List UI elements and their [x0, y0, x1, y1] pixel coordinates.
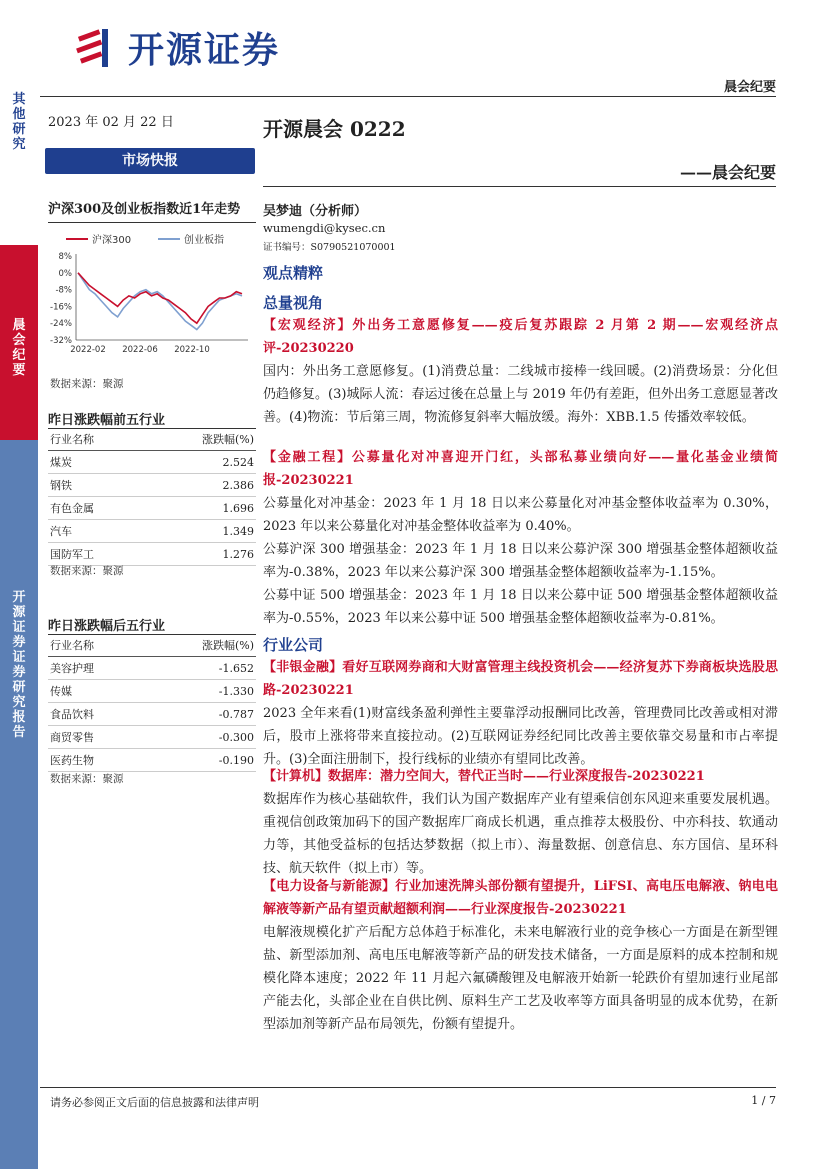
top5-industry: 有色金属 — [48, 497, 144, 520]
top5-title: 昨日涨跌幅前五行业 — [48, 413, 166, 428]
strip-bot-char: 证 — [12, 620, 26, 635]
strip-mid-char: 会 — [12, 333, 26, 348]
top5-change: 1.276 — [144, 543, 256, 566]
y-tick-label: -32% — [50, 336, 72, 346]
item-energy-body: 电解液规模化扩产后配方总体趋于标准化，未来电解液行业的竞争核心一方面是在新型锂盐、新型添加剂、高电压电解液等新产品的研发技术储备，一方面是原料的成本控制和规模化降本速度；2022 年 11 月起六氟磷酸锂及电解液开始新一轮跌价有望加速行业尾部产能去化，头部企业在自供比例、原料生产工艺及收率等方面具备明显的成本优势，在新型添加剂等新产品布局领先，份额有望提升。 — [263, 925, 778, 1032]
y-tick-label: -16% — [50, 302, 72, 313]
top5-industry: 钢铁 — [48, 474, 144, 497]
top5-change: 1.696 — [144, 497, 256, 520]
y-tick-label: 0% — [58, 268, 72, 279]
bottom5-industry: 医药生物 — [48, 749, 144, 772]
strip-bot-label — [0, 590, 38, 740]
item-computer-body: 数据库作为核心基础软件，我们认为国产数据库产业有望乘信创东风迎来重要发展机遇。重视信创政策加码下的国产数据库厂商成长机遇，重点推荐太极股份、中亦科技、软通动力等，其他受益标的包括达梦数据（拟上市）、海量数据、创意信息、东方国信、星环科技、航天软件（拟上市）等。 — [263, 792, 778, 876]
bottom5-table — [48, 634, 256, 772]
bottom5-col-change: 涨跌幅(%) — [144, 634, 256, 657]
bottom5-change: -1.652 — [144, 657, 256, 680]
bottom5-row — [48, 703, 256, 726]
top5-change: 2.386 — [144, 474, 256, 497]
bottom5-title: 昨日涨跌幅后五行业 — [48, 619, 166, 634]
bottom5-row — [48, 657, 256, 680]
chart-source: 数据来源：聚源 — [50, 378, 124, 390]
strip-bot — [0, 440, 38, 1169]
strip-top-char: 究 — [12, 137, 26, 152]
header-section-label: 晨会纪要 — [723, 80, 776, 95]
section-industry: 行业公司 — [263, 636, 324, 654]
bottom5-col-name: 行业名称 — [48, 634, 144, 657]
strip-bot-char: 源 — [12, 605, 26, 620]
item-finance-head: 【非银金融】看好互联网券商和大财富管理主线投资机会——经济复苏下券商板块选股思路-20230221 — [263, 660, 778, 698]
market-brief-button[interactable]: 市场快报 — [45, 148, 255, 174]
top5-row — [48, 520, 256, 543]
section-highlights: 观点精粹 — [263, 264, 324, 282]
top5-table — [48, 428, 256, 566]
strip-mid-char: 纪 — [12, 348, 26, 363]
bottom5-change: -0.787 — [144, 703, 256, 726]
chart-title-rule — [48, 222, 256, 223]
strip-bot-char: 告 — [12, 725, 26, 740]
x-tick-label: 2022-10 — [174, 345, 210, 355]
strip-top-label — [0, 92, 38, 152]
top5-row — [48, 451, 256, 474]
x-tick-label: 2022-02 — [70, 345, 106, 355]
item-quant-body-1: 公募量化对冲基金：2023 年 1 月 18 日以来公募量化对冲基金整体收益率为 0.30%，2023 年以来公募量化对冲基金整体收益率为 0.40%。 — [263, 496, 778, 534]
x-tick-label: 2022-06 — [122, 345, 158, 355]
bottom5-row — [48, 749, 256, 772]
bottom5-change: -0.300 — [144, 726, 256, 749]
bottom5-industry: 商贸零售 — [48, 726, 144, 749]
y-tick-label: -24% — [50, 319, 72, 330]
strip-top-char: 其 — [12, 92, 26, 107]
strip-bot-char: 报 — [12, 710, 26, 725]
strip-bot-char: 研 — [12, 680, 26, 695]
page-number: 1 / 7 — [751, 1094, 776, 1107]
doc-title: 开源晨会 0222 — [263, 117, 406, 141]
top5-row — [48, 497, 256, 520]
analyst-name: 吴梦迪（分析师） — [263, 204, 368, 219]
bottom5-change: -1.330 — [144, 680, 256, 703]
top5-industry: 汽车 — [48, 520, 144, 543]
strip-bot-char: 证 — [12, 650, 26, 665]
top5-source: 数据来源：聚源 — [50, 565, 124, 577]
series-line — [78, 273, 242, 323]
top5-row — [48, 474, 256, 497]
series-line — [78, 273, 242, 330]
bottom5-row — [48, 680, 256, 703]
chart-title: 沪深300及创业板指数近1年走势 — [48, 202, 241, 217]
bottom5-change: -0.190 — [144, 749, 256, 772]
y-tick-label: -8% — [55, 285, 72, 296]
top5-change: 1.349 — [144, 520, 256, 543]
top5-change: 2.524 — [144, 451, 256, 474]
bottom5-row — [48, 726, 256, 749]
header-divider — [40, 96, 776, 97]
bottom5-source: 数据来源：聚源 — [50, 773, 124, 785]
section-macro-view: 总量视角 — [263, 294, 324, 312]
top5-col-name: 行业名称 — [48, 428, 144, 451]
footer-divider — [40, 1087, 776, 1088]
footer-disclaimer[interactable]: 请务必参阅正文后面的信息披露和法律声明 — [50, 1096, 259, 1109]
item-quant-body-2: 公募沪深 300 增强基金：2023 年 1 月 18 日以来公募沪深 300 增强基金整体超额收益率为-0.38%，2023 年以来公募沪深 300 增强基金整体超额收益率为-1.15%。 — [263, 542, 778, 580]
brand-logo — [76, 22, 280, 72]
doc-subtitle: ——晨会纪要 — [679, 163, 776, 182]
analyst-cert: 证书编号：S0790521070001 — [263, 242, 396, 253]
strip-bot-char: 究 — [12, 695, 26, 710]
strip-bot-char: 开 — [12, 590, 26, 605]
top5-col-change: 涨跌幅(%) — [144, 428, 256, 451]
title-rule — [263, 186, 776, 187]
brand-name: 开源证券 — [128, 29, 281, 71]
index-chart — [48, 228, 256, 366]
strip-mid-char: 晨 — [12, 318, 26, 333]
strip-bot-char: 券 — [12, 665, 26, 680]
strip-top-char: 研 — [12, 122, 26, 137]
brand-logo-icon — [76, 25, 120, 69]
bottom5-industry: 传媒 — [48, 680, 144, 703]
strip-mid-label — [0, 318, 38, 378]
strip-bot-char: 券 — [12, 635, 26, 650]
item-energy-head: 【电力设备与新能源】行业加速洗牌头部份额有望提升，LiFSI、高电压电解液、钠电电解液等新产品有望贡献超额利润——行业深度报告-20230221 — [263, 879, 778, 917]
bottom5-industry: 食品饮料 — [48, 703, 144, 726]
top5-industry: 国防军工 — [48, 543, 144, 566]
strip-mid-char: 要 — [12, 363, 26, 378]
top5-industry: 煤炭 — [48, 451, 144, 474]
item-computer-head: 【计算机】数据库：潜力空间大，替代正当时——行业深度报告-20230221 — [263, 769, 705, 784]
item-macro-body: 国内：外出务工意愿修复。(1)消费总量：二线城市接棒一线回暖。(2)消费场景：分化但仍趋修复。(3)城际人流：春运过後在总量上与 2019 年仍有差距，但外出务工意愿显著改善。(4)物流：节后第三周，物流修复斜率大幅放缓。海外：XBB.1.5 传播效率较低。 — [263, 364, 778, 425]
item-macro-head: 【宏观经济】外出务工意愿修复——疫后复苏跟踪 2 月第 2 期——宏观经济点评-20230220 — [263, 318, 778, 356]
item-quant-head: 【金融工程】公募量化对冲喜迎开门红，头部私募业绩向好——量化基金业绩简报-20230221 — [263, 450, 778, 488]
y-tick-label: 8% — [58, 252, 72, 262]
item-quant-body-3: 公募中证 500 增强基金：2023 年 1 月 18 日以来公募中证 500 增强基金整体超额收益率为-0.55%，2023 年以来公募中证 500 增强基金整体超额收益率为-0.81%。 — [263, 588, 778, 626]
strip-top-char: 他 — [12, 107, 26, 122]
legend-label: 沪深300 — [92, 235, 132, 246]
item-finance-body: 2023 全年来看(1)财富线条盈利弹性主要靠浮动报酬同比改善，管理费同比改善或相对滞后，股市上涨将带来直接拉动。(2)互联网证券经纪同比改善主要依靠交易量和市占率提升。(3)全面注册制下，投行线标的业绩亦有望同比改善。 — [263, 706, 778, 767]
legend-label: 创业板指 — [184, 235, 224, 246]
analyst-email[interactable]: wumengdi@kysec.cn — [263, 221, 386, 235]
bottom5-industry: 美容护理 — [48, 657, 144, 680]
report-date: 2023 年 02 月 22 日 — [48, 115, 174, 130]
